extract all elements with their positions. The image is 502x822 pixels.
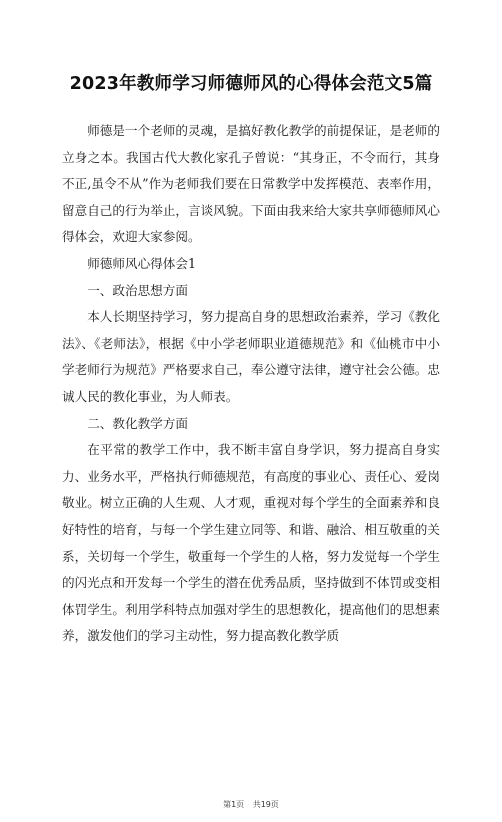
section-heading: 一、政治思想方面 — [87, 282, 188, 298]
paragraph: 本人长期坚持学习，努力提高自身的思想政治素养，学习《教化法》、《老师法》，根据《中小学老师职业道德规范》和《仙桃市中小学老师行为规范》严格要求自己，奉公遵守法律，遵守社会公德。忠诚人民的教化事业，为人师表。 — [62, 309, 440, 404]
page-number-total: 共19页 — [252, 800, 279, 809]
section-heading: 二、教化教学方面 — [87, 415, 188, 431]
paragraph: 师德是一个老师的灵魂，是搞好教化教学的前提保证，是老师的立身之本。我国古代大教化家孔子曾说：“其身正，不令而行，其身不正,虽令不从”作为老师我们要在日常教学中发挥模范、表率作用，留意自己的行为举止，言谈风貌。下面由我来给大家共享师德师风心得体会，欢迎大家参阅。 — [62, 123, 440, 245]
document-title: 2023年教师学习师德师风的心得体会范文5篇 — [69, 74, 433, 94]
section-heading: 师德师风心得体会1 — [87, 255, 196, 271]
page-number-current: 第1页 — [223, 800, 245, 809]
page-footer — [0, 799, 502, 810]
paragraph: 在平常的教学工作中，我不断丰富自身学识，努力提高自身实力、业务水平，严格执行师德规范，有高度的事业心、责任心、爱岗敬业。树立正确的人生观、人才观，重视对每个学生的全面素养和良好特性的培育，与每一个学生建立同等、和谐、融洽、相互敬重的关系，关切每一个学生，敬重每一个学生的人格，努力发觉每一个学生的闪光点和开发每一个学生的潜在优秀品质，坚持做到不体罚或变相体罚学生。利用学科特点加强对学生的思想教化，提高他们的思想素养，激发他们的学习主动性，努力提高教化教学质 — [62, 442, 440, 644]
document-body — [62, 118, 440, 650]
